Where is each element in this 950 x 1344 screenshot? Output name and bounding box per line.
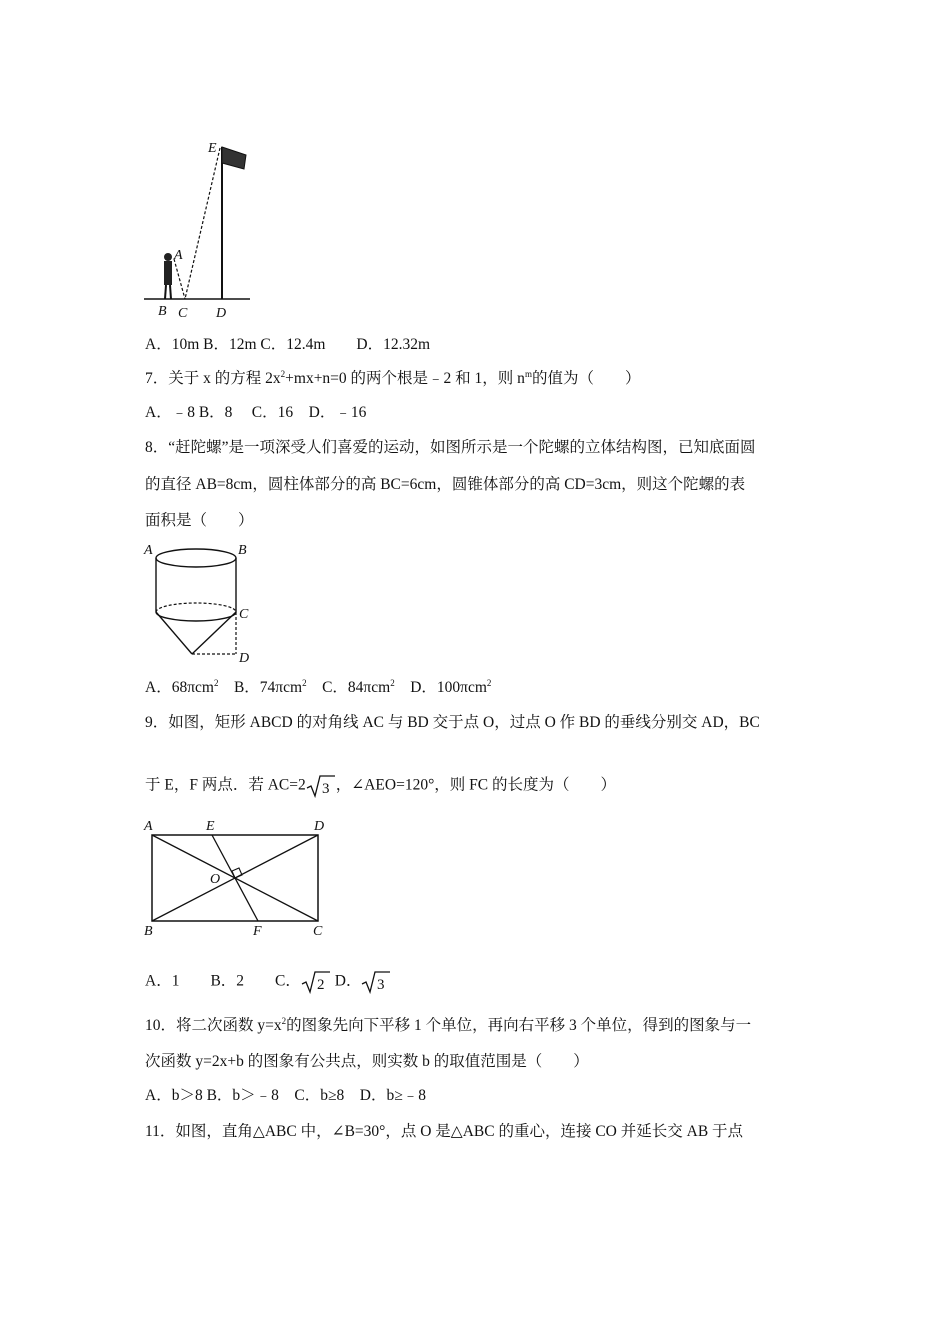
label-e: E [208, 141, 217, 156]
q10-options: A．b＞8 B．b＞﹣8 C．b≥8 D．b≥﹣8 [145, 1087, 426, 1104]
label-d: D [216, 306, 227, 321]
label-f: F [253, 924, 262, 939]
q10-line1: 10．将二次函数 $y=x^2$的图象先向下平移 1 个单位，再向右平移 3 个单位，得到的图象与一 [145, 1016, 752, 1034]
label-c: C [178, 306, 188, 321]
q7-options: A．﹣8 B．8 C．16 D．﹣16 [145, 404, 367, 421]
svg-text:3: 3 [321, 781, 330, 797]
flagpole-figure [140, 135, 260, 325]
label-a: A [144, 819, 153, 834]
q9-line2: 于 E，F 两点．若 AC=2 3 ，∠AEO=120°，则 FC 的长度为（ ） [145, 776, 616, 797]
label-c: C [239, 607, 249, 622]
label-a: A [144, 543, 153, 558]
q9-options: A．1 B．2 C． 2 D． 3 [145, 970, 391, 994]
q8-line3: 面积是（ ） [145, 512, 254, 529]
label-b: B [158, 304, 167, 319]
label-b: B [144, 924, 153, 939]
q8-line1: 8．“赶陀螺”是一项深受人们喜爱的运动，如图所示是一个陀螺的立体结构图，已知底面圆 [145, 439, 756, 456]
label-a: A [174, 248, 183, 263]
svg-text:2: 2 [316, 977, 325, 993]
q6-options: A．10m B．12m C．12.4m D．12.32m [145, 336, 431, 353]
q11-line1: 11．如图，直角△ABC 中，∠B=30°，点 O 是△ABC 的重心，连接 CO 并延长交 AB 于点 [145, 1123, 744, 1140]
rectangle-figure [140, 815, 335, 940]
q10-line2: 次函数 y=2x+b 的图象有公共点，则实数 b 的取值范围是（ ） [145, 1053, 589, 1070]
q9-line1: 9．如图，矩形 ABCD 的对角线 AC 与 BD 交于点 O，过点 O 作 BD 的垂线分别交 AD，BC [145, 714, 760, 731]
q8-options: A．68πcm$^2$ B．74πcm$^2$ C．84πcm$^2$ D．100πcm$^2$ [145, 678, 492, 696]
label-e: E [206, 819, 215, 834]
q7-stem: 7．关于 x 的方程 $2x^2+mx+n=0$ 的两个根是﹣2 和 1，则 $n^m$的值为（ ） [145, 369, 641, 387]
label-o: O [210, 872, 221, 887]
label-c: C [313, 924, 323, 939]
label-d: D [239, 651, 250, 666]
svg-text:3: 3 [377, 977, 385, 993]
q8-line2: 的直径 AB=8cm，圆柱体部分的高 BC=6cm，圆锥体部分的高 CD=3cm，则这个陀螺的表 [145, 476, 746, 493]
spinning-top-figure [140, 538, 260, 670]
label-d: D [314, 819, 325, 834]
label-b: B [238, 543, 247, 558]
